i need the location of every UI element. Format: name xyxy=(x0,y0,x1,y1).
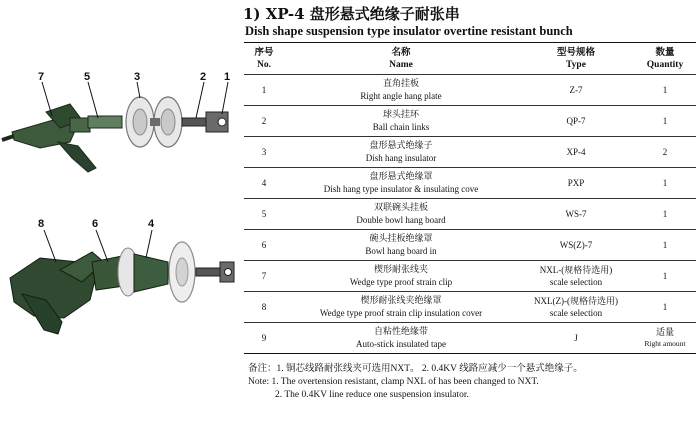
row-quantity: 1 xyxy=(634,168,696,199)
document-title: 1) XP-4 盘形悬式绝缘子耐张串 xyxy=(243,5,460,23)
row-no: 4 xyxy=(244,168,284,199)
callout-8: 8 xyxy=(38,218,45,230)
note-english-1: Note: 1. The overtension resistant, clamp NXL of has been changed to NXT. xyxy=(248,377,539,387)
row-name: 楔形耐张线夹 Wedge type proof strain clip xyxy=(284,261,518,292)
callout-5: 5 xyxy=(84,71,91,83)
row-type: WS(Z)-7 xyxy=(518,230,634,261)
header-name: 名称 Name xyxy=(284,43,518,75)
table-row xyxy=(244,137,696,168)
table-row xyxy=(244,230,696,261)
row-name: 自粘性绝缘带 Auto-stick insulated tape xyxy=(284,323,518,354)
row-quantity: 1 xyxy=(634,292,696,323)
callout-1: 1 xyxy=(224,71,231,83)
callout-4: 4 xyxy=(148,218,155,230)
callout-3: 3 xyxy=(134,71,141,83)
row-type: XP-4 xyxy=(518,137,634,168)
row-no: 7 xyxy=(244,261,284,292)
row-no: 3 xyxy=(244,137,284,168)
row-no: 2 xyxy=(244,106,284,137)
notes-section xyxy=(248,363,583,402)
note-english-2: 2. The 0.4KV line reduce one suspension insulator. xyxy=(275,390,469,400)
row-quantity: 1 xyxy=(634,199,696,230)
assembly-illustrations xyxy=(0,0,250,429)
table-row xyxy=(244,168,696,199)
table-row xyxy=(244,106,696,137)
row-quantity: 1 xyxy=(634,75,696,106)
row-name: 碗头挂板绝缘罩 Bowl hang board in xyxy=(284,230,518,261)
row-name: 楔形耐张线夹绝缘罩 Wedge type proof strain clip insulation cover xyxy=(284,292,518,323)
table-body xyxy=(244,75,696,354)
row-no: 1 xyxy=(244,75,284,106)
table-row xyxy=(244,323,696,354)
row-name: 直角挂板 Right angle hang plate xyxy=(284,75,518,106)
table-row xyxy=(244,199,696,230)
row-type: J xyxy=(518,323,634,354)
insulator-string-drawing xyxy=(0,0,250,429)
note-chinese: 备注：1. 铜芯线路耐张线夹可选用NXT。 2. 0.4KV 线路应减少一个悬式绝缘子。 xyxy=(248,364,583,374)
callout-2: 2 xyxy=(200,71,207,83)
row-type: NXL-(规格待选用) scale selection xyxy=(518,261,634,292)
components-table xyxy=(244,42,696,354)
table-row xyxy=(244,261,696,292)
row-quantity: 适量 Right amount xyxy=(634,323,696,354)
table-row xyxy=(244,75,696,106)
row-name: 盘形悬式绝缘子 Dish hang insulator xyxy=(284,137,518,168)
lower-assembly xyxy=(10,230,234,334)
row-name: 盘形悬式绝缘罩 Dish hang type insulator & insulating cove xyxy=(284,168,518,199)
row-type: PXP xyxy=(518,168,634,199)
header-quantity: 数量 Quantity xyxy=(634,43,696,75)
callout-7: 7 xyxy=(38,71,45,83)
header-no: 序号 No. xyxy=(244,43,284,75)
document-subtitle-english: Dish shape suspension type insulator overtine resistant bunch xyxy=(245,24,573,38)
row-type: Z-7 xyxy=(518,75,634,106)
callout-6: 6 xyxy=(92,218,99,230)
table-row xyxy=(244,292,696,323)
row-no: 8 xyxy=(244,292,284,323)
row-no: 9 xyxy=(244,323,284,354)
row-type: NXL(Z)-(规格待选用) scale selection xyxy=(518,292,634,323)
row-type: WS-7 xyxy=(518,199,634,230)
upper-assembly xyxy=(2,82,228,172)
row-quantity: 1 xyxy=(634,230,696,261)
header-type: 型号规格 Type xyxy=(518,43,634,75)
row-quantity: 2 xyxy=(634,137,696,168)
row-no: 6 xyxy=(244,230,284,261)
table-header-row xyxy=(244,43,696,75)
row-type: QP-7 xyxy=(518,106,634,137)
row-no: 5 xyxy=(244,199,284,230)
row-quantity: 1 xyxy=(634,106,696,137)
row-name: 球头挂环 Ball chain links xyxy=(284,106,518,137)
row-quantity: 1 xyxy=(634,261,696,292)
row-name: 双联碗头挂板 Double bowl hang board xyxy=(284,199,518,230)
